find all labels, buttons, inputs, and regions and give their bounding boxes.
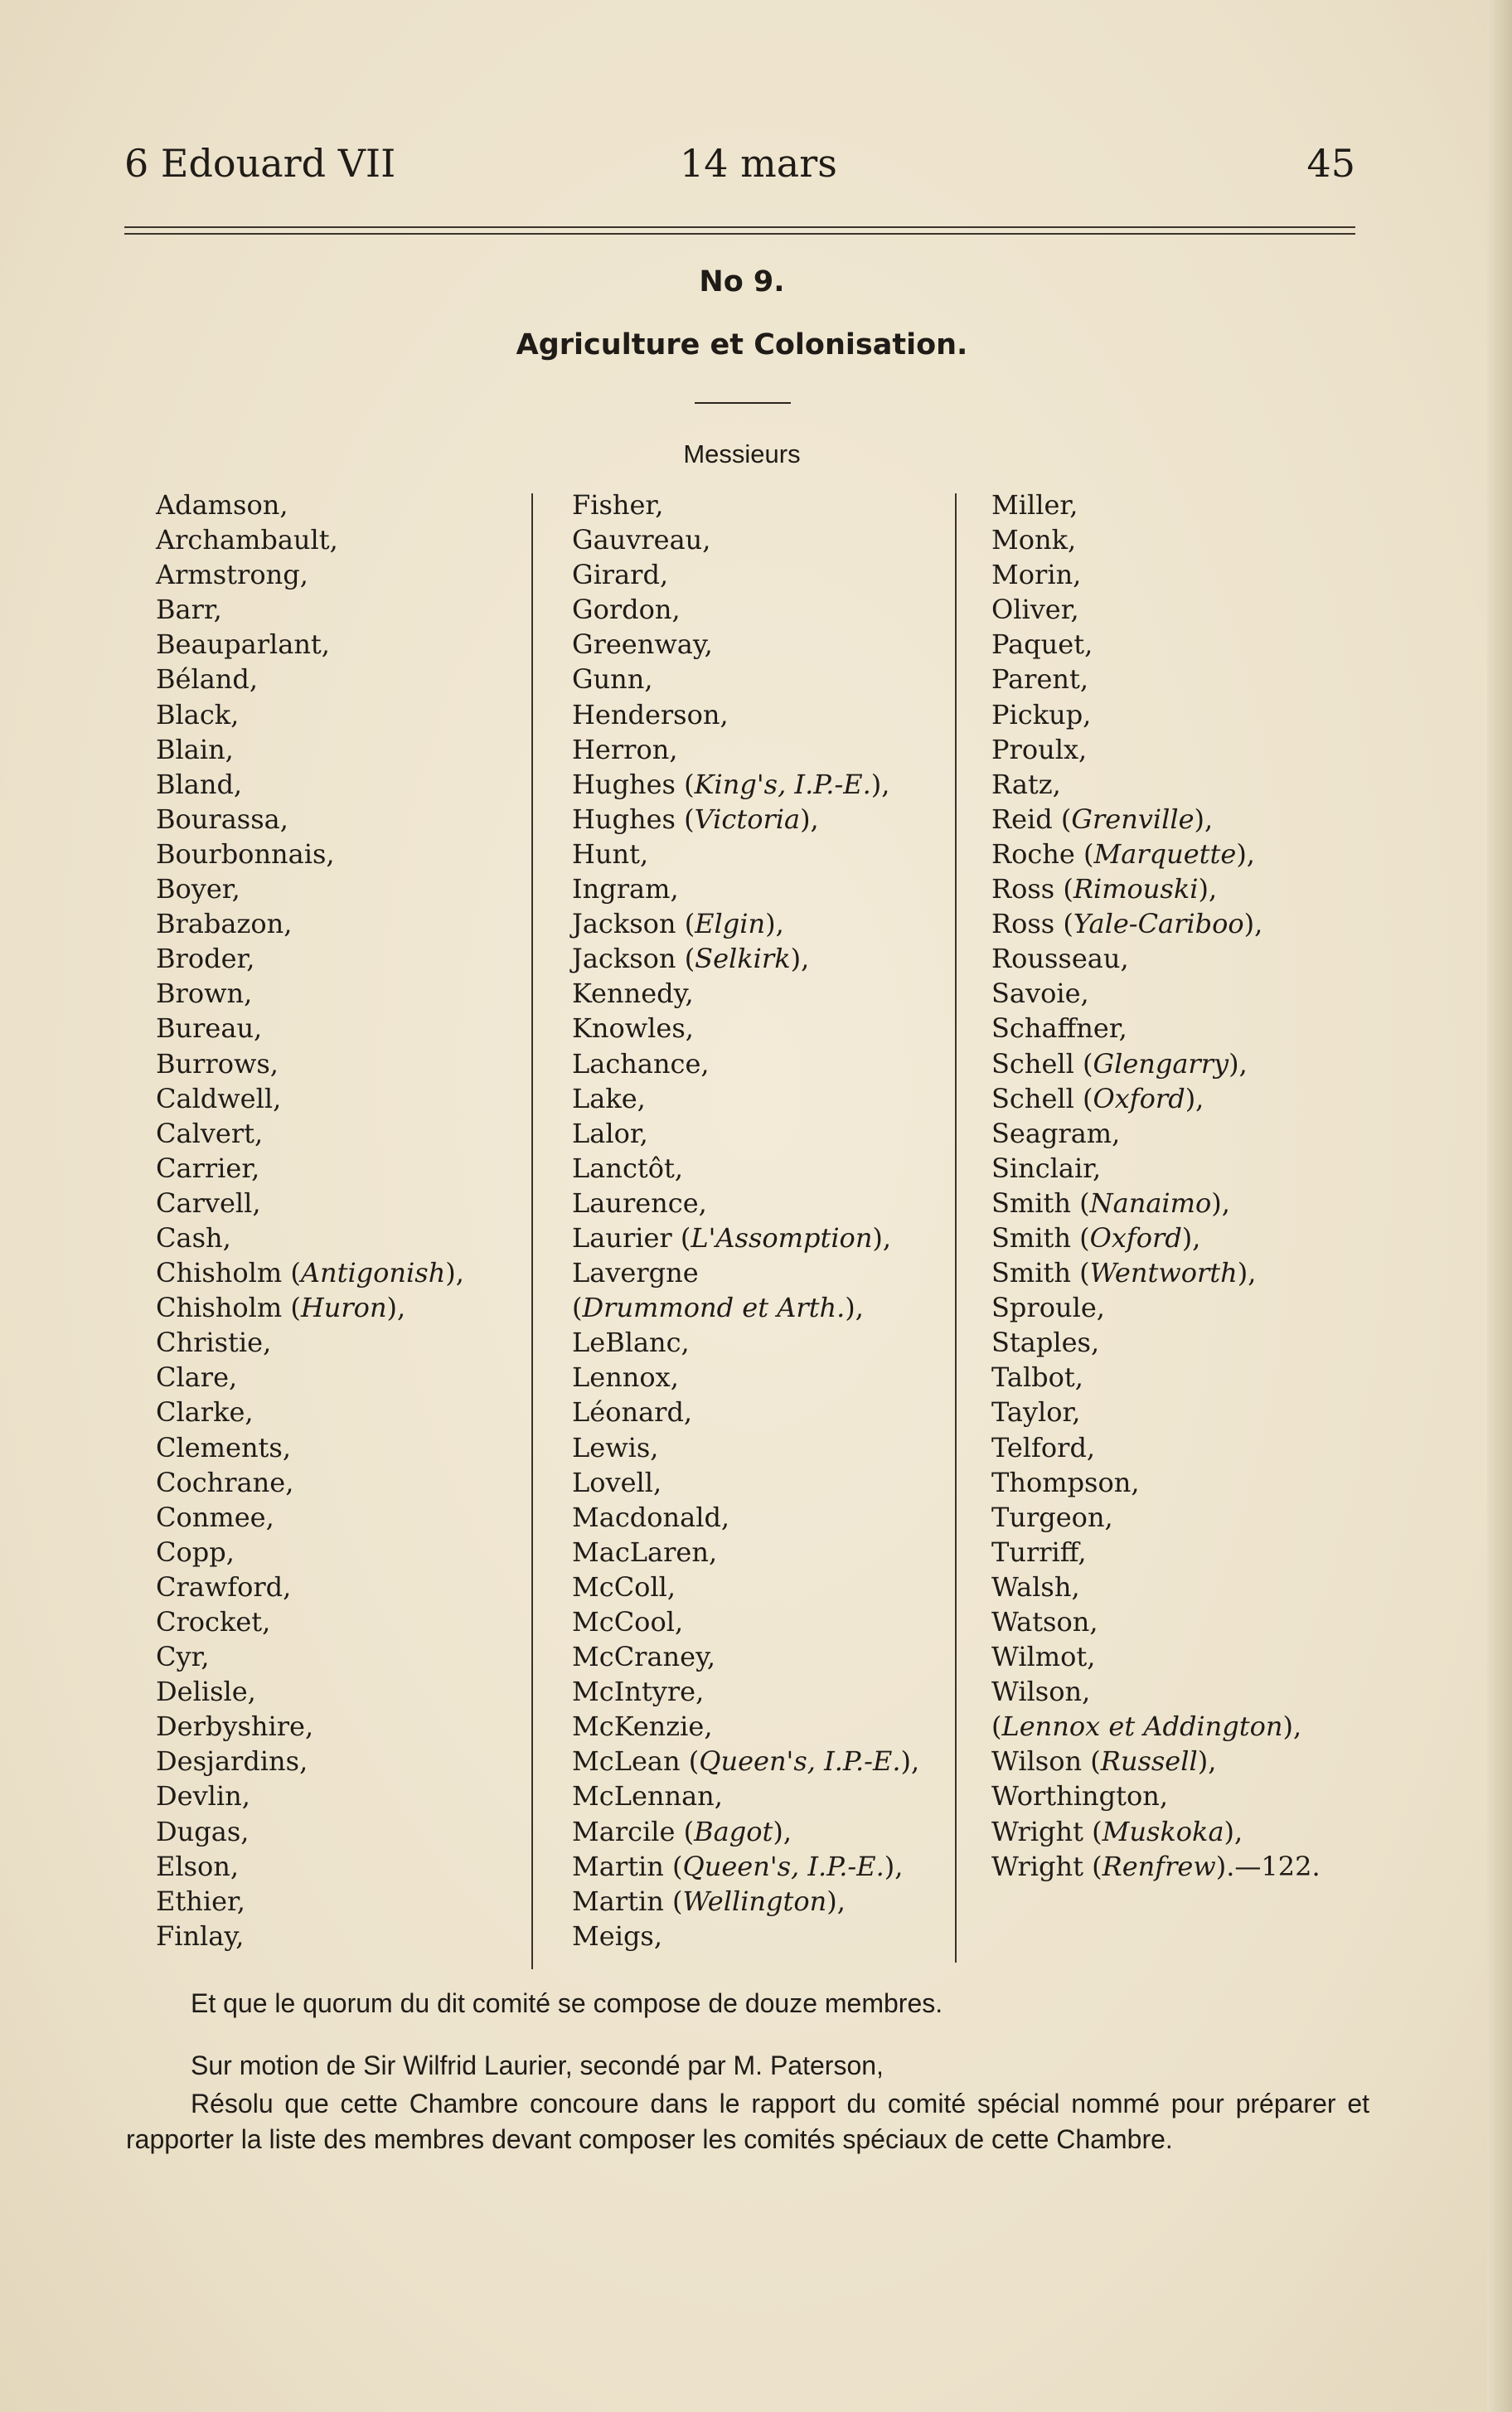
member-entry: Staples,: [991, 1327, 1100, 1359]
member-entry: Parent,: [991, 663, 1089, 696]
member-entry: Burrows,: [156, 1047, 279, 1080]
member-entry: Derbyshire,: [156, 1711, 314, 1743]
member-entry: Barr,: [156, 594, 222, 626]
member-entry: Lovell,: [572, 1466, 662, 1498]
header-rule-bottom: [124, 233, 1355, 235]
member-entry: Black,: [156, 698, 240, 730]
member-entry: Lavergne: [572, 1257, 699, 1289]
member-entry: Léonard,: [572, 1396, 693, 1429]
column-divider-2: [955, 493, 957, 1963]
member-entry: Blain,: [156, 733, 234, 765]
member-entry: (Lennox et Addington),: [991, 1711, 1302, 1743]
member-entry: Chisholm (Antigonish),: [156, 1257, 464, 1289]
member-entry: Wilson (Russell),: [991, 1745, 1217, 1778]
member-entry: Lake,: [572, 1082, 646, 1114]
member-entry: Lalor,: [572, 1117, 648, 1149]
member-entry: Devlin,: [156, 1780, 250, 1813]
member-entry: Adamson,: [156, 489, 288, 521]
member-entry: Broder,: [156, 943, 255, 975]
member-entry: Henderson,: [572, 698, 729, 730]
member-entry: McIntyre,: [572, 1676, 705, 1708]
member-entry: Gordon,: [572, 594, 681, 626]
member-entry: Cochrane,: [156, 1466, 294, 1498]
member-entry: Rousseau,: [991, 943, 1129, 975]
member-entry: Thompson,: [991, 1466, 1140, 1498]
member-entry: Taylor,: [991, 1396, 1081, 1429]
resolution-paragraph: Résolu que cette Chambre concoure dans le rapport du comité spécial nommé pour préparer et rapporter la liste des membres devant composer les comités spéciaux de cette Chambre.: [126, 2089, 1369, 2154]
member-entry: Herron,: [572, 733, 678, 765]
member-entry: Hunt,: [572, 837, 649, 870]
member-entry: Dugas,: [156, 1815, 250, 1847]
member-entry: Archambault,: [156, 524, 338, 556]
member-entry: Cyr,: [156, 1641, 210, 1673]
member-entry: Turriff,: [991, 1536, 1087, 1568]
member-entry: Macdonald,: [572, 1501, 730, 1533]
member-entry: Seagram,: [991, 1117, 1121, 1149]
member-entry: Morin,: [991, 559, 1082, 591]
member-entry: Hughes (Victoria),: [572, 803, 819, 835]
member-entry: Wright (Muskoka),: [991, 1815, 1243, 1847]
member-entry: MacLaren,: [572, 1536, 718, 1568]
member-entry: Smith (Wentworth),: [991, 1257, 1257, 1289]
member-entry: McLennan,: [572, 1780, 723, 1813]
member-entry: Martin (Wellington),: [572, 1885, 846, 1917]
member-entry: McKenzie,: [572, 1711, 713, 1743]
member-entry: (Drummond et Arth.),: [572, 1292, 864, 1324]
member-entry: Savoie,: [991, 978, 1089, 1010]
page-edge: [1487, 0, 1512, 2412]
members-column-2: [572, 488, 919, 1953]
member-entry: Caldwell,: [156, 1082, 282, 1114]
member-entry: Lanctôt,: [572, 1152, 684, 1184]
member-entry: McCool,: [572, 1606, 684, 1638]
member-entry: Bourassa,: [156, 803, 288, 835]
members-heading: Messieurs: [683, 439, 801, 468]
member-entry: Martin (Queen's, I.P.-E.),: [572, 1850, 904, 1882]
members-column-1: [156, 488, 464, 1953]
member-entry: Girard,: [572, 559, 669, 591]
member-entry: Béland,: [156, 663, 259, 696]
member-entry: Knowles,: [572, 1012, 694, 1045]
member-entry: LeBlanc,: [572, 1327, 690, 1359]
member-entry: Ross (Rimouski),: [991, 873, 1218, 905]
member-entry: Sinclair,: [991, 1152, 1102, 1184]
member-entry: Ingram,: [572, 873, 679, 905]
member-entry: Clements,: [156, 1431, 291, 1463]
member-entry: Paquet,: [991, 628, 1093, 661]
member-entry: Lennox,: [572, 1361, 679, 1394]
member-entry: Chisholm (Huron),: [156, 1292, 406, 1324]
header-date: 14 mars: [680, 141, 837, 186]
column-divider-1: [531, 493, 533, 1969]
member-entry: Clare,: [156, 1361, 238, 1394]
member-entry: Ethier,: [156, 1885, 245, 1917]
header-session: 6 Edouard VII: [124, 141, 396, 186]
member-entry: Schell (Glengarry),: [991, 1047, 1248, 1080]
member-entry: Wright (Renfrew).—122.: [991, 1850, 1321, 1882]
member-entry: Schell (Oxford),: [991, 1082, 1204, 1114]
member-entry: Crocket,: [156, 1606, 271, 1638]
member-entry: Crawford,: [156, 1570, 292, 1603]
quorum-paragraph: Et que le quorum du dit comité se compose de douze membres.: [191, 1988, 943, 2018]
member-entry: Boyer,: [156, 873, 240, 905]
member-entry: Proulx,: [991, 733, 1088, 765]
member-entry: Marcile (Bagot),: [572, 1815, 792, 1847]
member-entry: Watson,: [991, 1606, 1098, 1638]
member-entry: Wilmot,: [991, 1641, 1096, 1673]
member-entry: Hughes (King's, I.P.-E.),: [572, 768, 890, 800]
member-entry: Jackson (Elgin),: [572, 908, 784, 940]
member-entry: Talbot,: [991, 1361, 1083, 1394]
member-entry: Laurence,: [572, 1187, 707, 1219]
member-entry: Copp,: [156, 1536, 235, 1568]
member-entry: Christie,: [156, 1327, 272, 1359]
member-entry: Sproule,: [991, 1292, 1105, 1324]
motion-paragraph: Sur motion de Sir Wilfrid Laurier, secondé par M. Paterson,: [191, 2050, 884, 2080]
member-entry: Bourbonnais,: [156, 837, 335, 870]
member-entry: Gunn,: [572, 663, 653, 696]
member-entry: Lewis,: [572, 1431, 659, 1463]
member-entry: Conmee,: [156, 1501, 274, 1533]
member-entry: Jackson (Selkirk),: [572, 943, 810, 975]
member-entry: Desjardins,: [156, 1745, 308, 1778]
member-entry: Clarke,: [156, 1396, 254, 1429]
member-entry: McLean (Queen's, I.P.-E.),: [572, 1745, 920, 1778]
running-header: [124, 141, 1355, 191]
member-entry: Turgeon,: [991, 1501, 1113, 1533]
member-entry: McCraney,: [572, 1641, 716, 1673]
member-entry: Carvell,: [156, 1187, 261, 1219]
member-entry: Telford,: [991, 1431, 1096, 1463]
member-entry: Miller,: [991, 489, 1078, 521]
member-entry: Worthington,: [991, 1780, 1168, 1813]
member-entry: Laurier (L'Assomption),: [572, 1221, 892, 1254]
member-entry: Delisle,: [156, 1676, 256, 1708]
committee-number: No 9.: [699, 265, 785, 298]
member-entry: Bureau,: [156, 1012, 263, 1045]
member-entry: Brabazon,: [156, 908, 293, 940]
member-entry: Fisher,: [572, 489, 664, 521]
member-entry: Calvert,: [156, 1117, 264, 1149]
member-entry: Brown,: [156, 978, 253, 1010]
member-entry: Finlay,: [156, 1919, 245, 1952]
member-entry: Gauvreau,: [572, 524, 711, 556]
member-entry: Ratz,: [991, 768, 1061, 800]
member-entry: Armstrong,: [156, 559, 308, 591]
member-entry: Cash,: [156, 1221, 231, 1254]
member-entry: Smith (Oxford),: [991, 1221, 1201, 1254]
member-entry: Wilson,: [991, 1676, 1091, 1708]
header-rule-top: [124, 226, 1355, 228]
member-entry: Elson,: [156, 1850, 240, 1882]
member-entry: Oliver,: [991, 594, 1079, 626]
member-entry: Beauparlant,: [156, 628, 330, 661]
title-divider: [695, 402, 791, 404]
member-entry: Pickup,: [991, 698, 1092, 730]
member-entry: Kennedy,: [572, 978, 694, 1010]
member-entry: Schaffner,: [991, 1012, 1127, 1045]
member-entry: Walsh,: [991, 1570, 1080, 1603]
member-entry: Carrier,: [156, 1152, 260, 1184]
member-entry: Smith (Nanaimo),: [991, 1187, 1230, 1219]
committee-title: Agriculture et Colonisation.: [516, 328, 968, 362]
member-entry: Bland,: [156, 768, 243, 800]
member-entry: Reid (Grenville),: [991, 803, 1214, 835]
member-entry: McColl,: [572, 1570, 676, 1603]
member-entry: Roche (Marquette),: [991, 837, 1255, 870]
page-number: 45: [1306, 141, 1355, 186]
member-entry: Monk,: [991, 524, 1077, 556]
member-entry: Ross (Yale-Cariboo),: [991, 908, 1263, 940]
member-entry: Lachance,: [572, 1047, 710, 1080]
member-entry: Meigs,: [572, 1919, 663, 1952]
member-entry: Greenway,: [572, 628, 713, 661]
members-column-3: [991, 488, 1321, 1884]
